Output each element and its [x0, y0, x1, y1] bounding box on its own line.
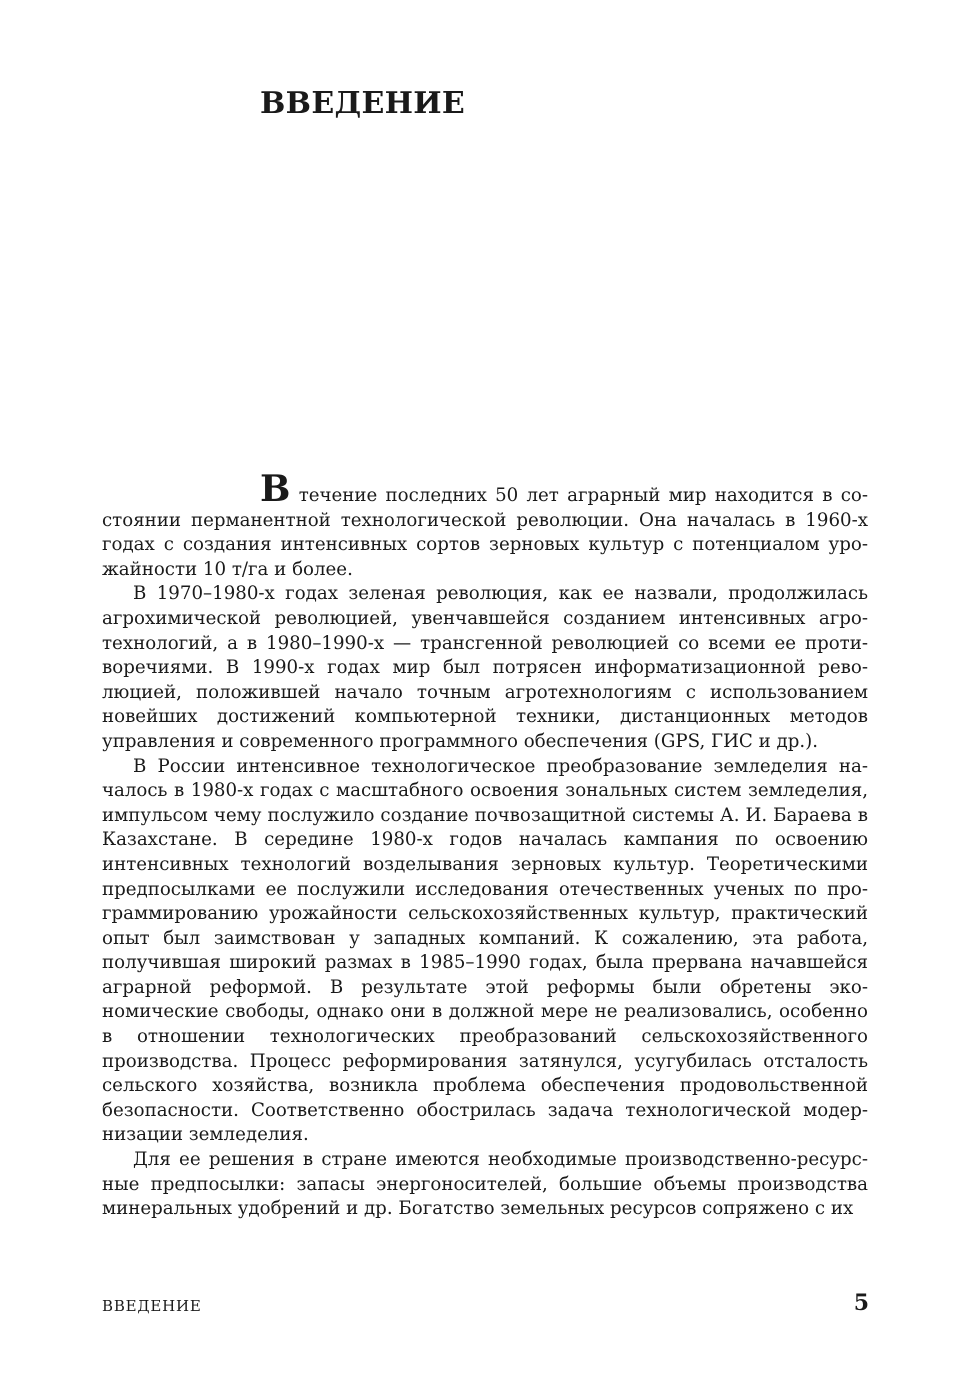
paragraph-2: В 1970–1980-х годах зеленая революция, как ее назвали, продолжилась агрохимической революцией, увенчавшейся созданием интенсивных агротехнологий, а в 1980–1990-х — трансгенной революцией со всеми ее противоречиями. В 1990-х годах мир был потрясен информатизационной революцией, положившей начало точным агротехнологиям с использованием новейших достижений компьютерной техники, дистанционных методов управления и современного программного обеспечения (GPS, ГИС и др.).: [102, 583, 868, 752]
drop-cap: В: [260, 468, 291, 510]
page-number: 5: [853, 1290, 869, 1316]
paragraph-3: В России интенсивное технологическое преобразование земледелия началось в 1980-х годах с масштабного освоения зональных систем земледелия, импульсом чему послужило создание почвозащитной системы А. И. Бараева в Казахстане. В середине 1980-х годов началась кампания по освоению интенсивных технологий возделывания зерновых культур. Теоретическими предпосылками ее послужили исследования отечественных ученых по программированию урожайности сельскохозяйственных культур, практический опыт был заимствован у западных компаний. К сожалению, эта работа, получившая широкий размах в 1985–1990 годах, была прервана начавшейся аграрной реформой. В результате этой реформы были обретены экономические свободы, однако они в должной мере не реализовались, особенно в отношении технологических преобразований сельскохозяйственного производства. Процесс реформирования затянулся, усугубилась отсталость сельского хозяйства, возникла проблема обеспечения продовольственной безопасности. Соответственно обострилась задача технологической модернизации земледелия.: [102, 755, 868, 1146]
paragraph-4: Для ее решения в стране имеются необходимые производственно-ресурсные предпосылки: запасы энергоносителей, большие объемы производства минеральных удобрений и др. Богатство земельных ресурсов сопряжено с их: [102, 1149, 868, 1220]
paragraph-1: [102, 468, 868, 582]
running-head: ВВЕДЕНИЕ: [102, 1297, 202, 1315]
paragraph-1-text: течение последних 50 лет аграрный мир находится в состоянии перманентной технологической революции. Она началась в 1960-х годах с создания интенсивных сортов зерновых культур с потенциалом урожайности 10 т/га и более.: [102, 485, 868, 580]
chapter-title: ВВЕДЕНИЕ: [260, 86, 466, 121]
body-text: [102, 468, 868, 1222]
